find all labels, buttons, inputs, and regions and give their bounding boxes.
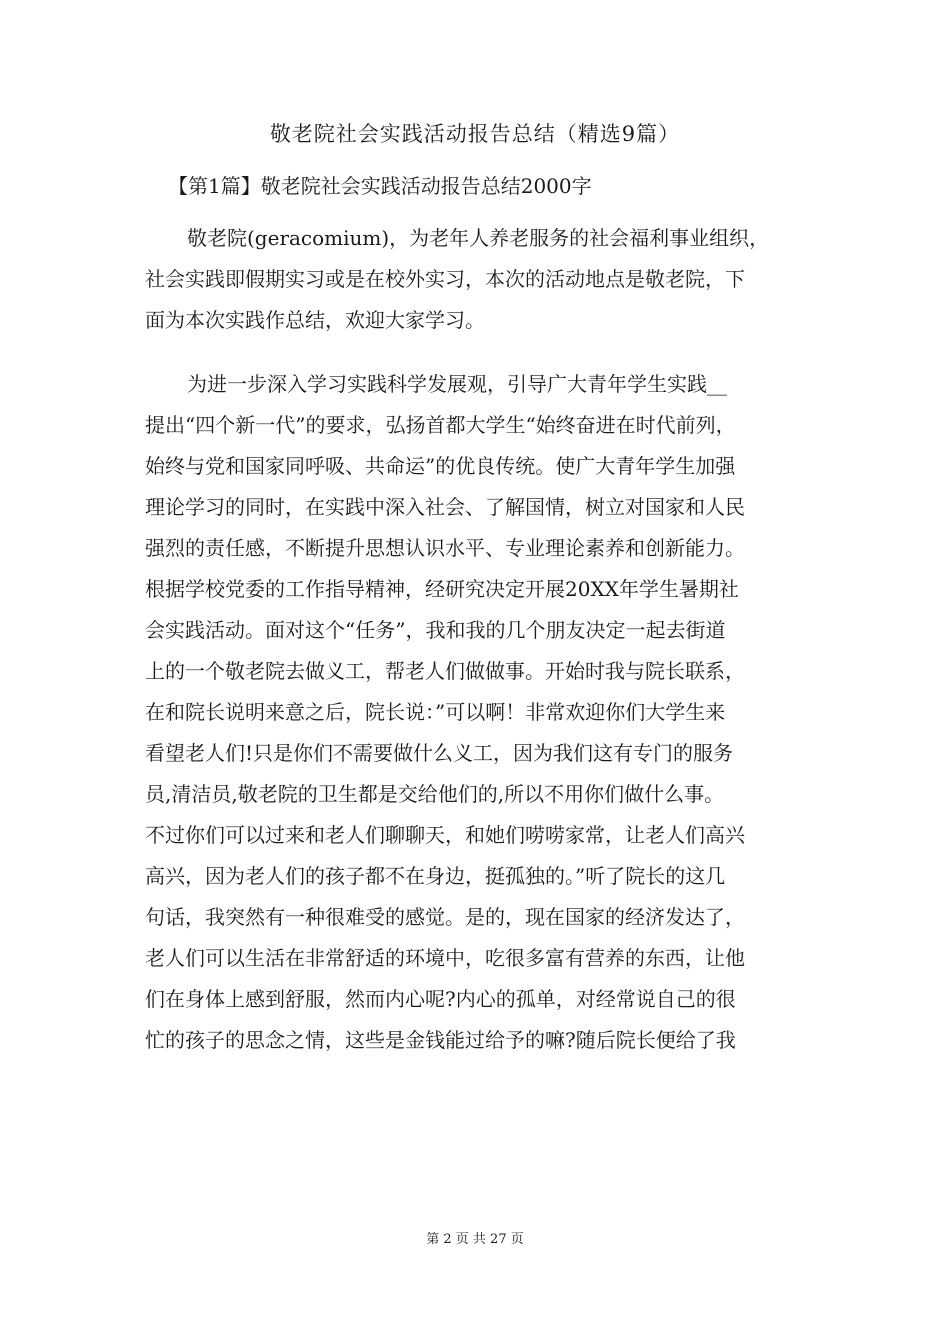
paragraph-line: 强烈的责任感，不断提升思想认识水平、专业理论素养和创新能力。 bbox=[145, 536, 745, 560]
paragraph-line: 们在身体上感到舒服，然而内心呢?内心的孤单，对经常说自己的很 bbox=[145, 987, 736, 1011]
paragraph-line: 理论学习的同时，在实践中深入社会、了解国情，树立对国家和人民 bbox=[145, 495, 745, 519]
paragraph-line: 始终与党和国家同呼吸、共命运”的优良传统。使广大青年学生加强 bbox=[145, 454, 736, 478]
paragraph-line: 在和院长说明来意之后，院长说：”可以啊！非常欢迎你们大学生来 bbox=[145, 700, 726, 724]
paragraph-line: 看望老人们!只是你们不需要做什么义工，因为我们这有专门的服务 bbox=[145, 741, 734, 765]
paragraph-line: 社会实践即假期实习或是在校外实习，本次的活动地点是敬老院，下 bbox=[145, 267, 745, 291]
paragraph-line: 面为本次实践作总结，欢迎大家学习。 bbox=[145, 308, 485, 332]
paragraph-2 bbox=[145, 364, 813, 1061]
paragraph-line: 不过你们可以过来和老人们聊聊天，和她们唠唠家常，让老人们高兴 bbox=[145, 823, 745, 847]
paragraph-line: 忙的孩子的思念之情，这些是金钱能过给予的嘛?随后院长便给了我 bbox=[145, 1028, 736, 1052]
section-heading: 【第1篇】敬老院社会实践活动报告总结2000字 bbox=[168, 174, 592, 198]
page-footer: 第 2 页 共 27 页 bbox=[426, 1232, 524, 1247]
document-title: 敬老院社会实践活动报告总结（精选9篇） bbox=[269, 122, 681, 146]
paragraph-line: 高兴，因为老人们的孩子都不在身边，挺孤独的。”听了院长的这几 bbox=[145, 864, 726, 888]
paragraph-line: 员,清洁员,敬老院的卫生都是交给他们的,所以不用你们做什么事。 bbox=[145, 782, 725, 806]
paragraph-line: 根据学校党委的工作指导精神，经研究决定开展20XX年学生暑期社 bbox=[145, 577, 739, 601]
paragraph-line: 上的一个敬老院去做义工，帮老人们做做事。开始时我与院长联系， bbox=[145, 659, 745, 683]
paragraph-line: 句话，我突然有一种很难受的感觉。是的，现在国家的经济发达了， bbox=[145, 905, 745, 929]
paragraph-line: 提出“四个新一代”的要求，弘扬首都大学生“始终奋进在时代前列， bbox=[145, 413, 736, 437]
paragraph-1 bbox=[145, 218, 813, 341]
paragraph-line: 老人们可以生活在非常舒适的环境中，吃很多富有营养的东西，让他 bbox=[145, 946, 745, 970]
paragraph-line: 会实践活动。面对这个“任务”，我和我的几个朋友决定一起去街道 bbox=[145, 618, 726, 642]
paragraph-line: 敬老院(geracomium)，为老年人养老服务的社会福利事业组织， bbox=[187, 226, 770, 250]
paragraph-line: 为进一步深入学习实践科学发展观，引导广大青年学生实践__ bbox=[187, 372, 727, 396]
